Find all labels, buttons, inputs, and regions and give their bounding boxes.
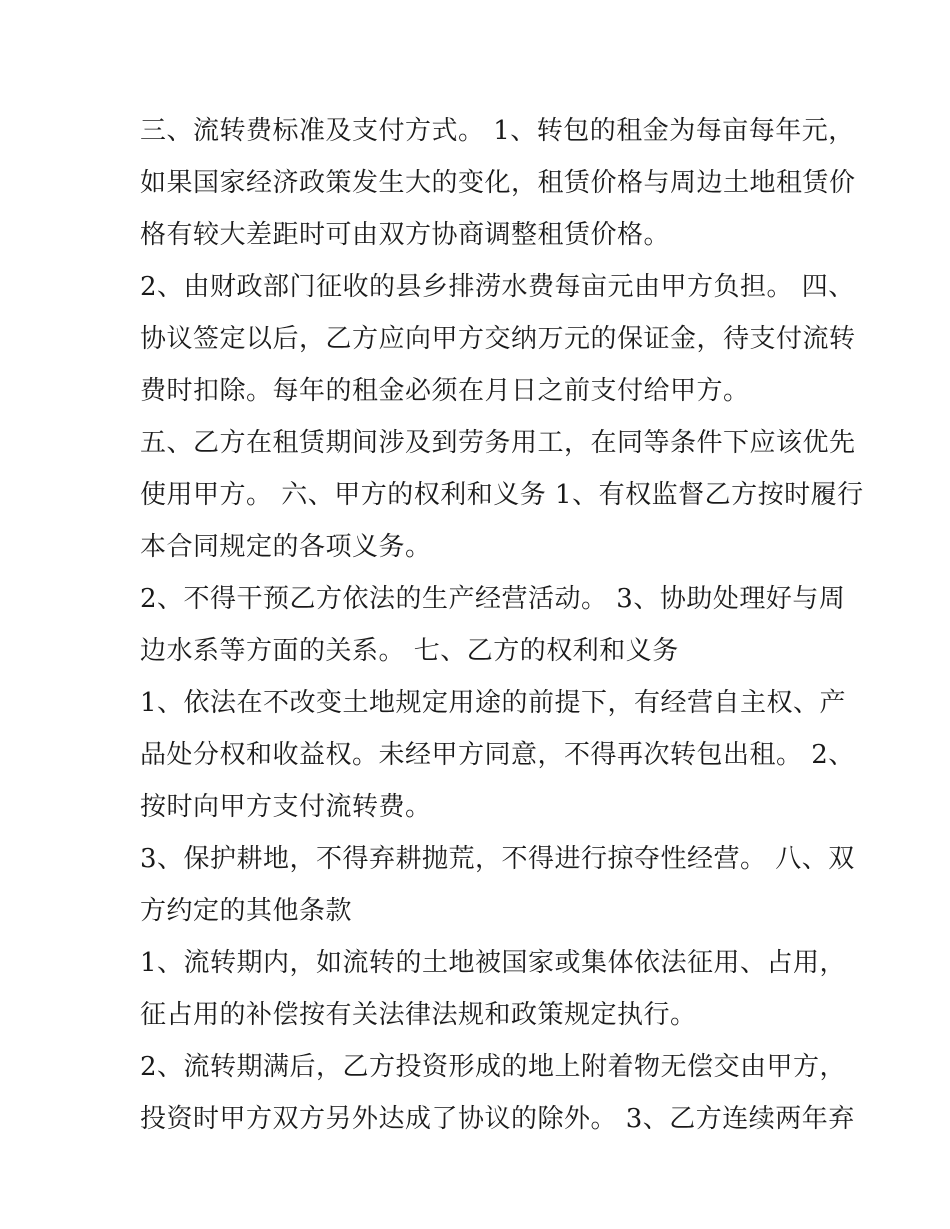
text-line: 费时扣除。每年的租金必须在月日之前支付给甲方。 [140, 376, 750, 406]
paragraph-expropriation [140, 937, 847, 1041]
paragraph-non-interference [140, 573, 846, 677]
paragraph-protect-farmland [140, 833, 855, 937]
text-line: 品处分权和收益权。未经甲方同意，不得再次转包出租。 2、 [140, 740, 855, 770]
text-line: 本合同规定的各项义务。 [140, 532, 432, 562]
paragraph-term-expiry [140, 1041, 855, 1145]
text-line: 五、乙方在租赁期间涉及到劳务用工，在同等条件下应该优先 [140, 428, 856, 458]
text-line: 投资时甲方双方另外达成了协议的除外。 3、乙方连续两年弃 [140, 1104, 855, 1134]
text-line: 2、流转期满后，乙方投资形成的地上附着物无偿交由甲方， [140, 1052, 847, 1082]
text-line: 方约定的其他条款 [140, 896, 353, 926]
paragraph-fee-standard [140, 105, 856, 261]
text-line: 三、流转费标准及支付方式。 1、转包的租金为每亩每年元， [140, 116, 855, 146]
text-line: 2、不得干预乙方依法的生产经营活动。 3、协助处理好与周 [140, 584, 846, 614]
paragraph-party-b-rights [140, 677, 855, 833]
paragraph-labor-and-party-a-rights [140, 417, 864, 573]
document-body [140, 105, 864, 1145]
text-line: 如果国家经济政策发生大的变化，租赁价格与周边土地租赁价 [140, 168, 856, 198]
text-line: 按时向甲方支付流转费。 [140, 792, 432, 822]
text-line: 3、保护耕地，不得弃耕抛荒，不得进行掠夺性经营。 八、双 [140, 844, 855, 874]
text-line: 征占用的补偿按有关法律法规和政策规定执行。 [140, 1000, 697, 1030]
paragraph-drainage-fee [140, 261, 856, 417]
text-line: 1、流转期内，如流转的土地被国家或集体依法征用、占用， [140, 948, 847, 978]
text-line: 2、由财政部门征收的县乡排涝水费每亩元由甲方负担。 四、 [140, 272, 855, 302]
text-line: 协议签定以后，乙方应向甲方交纳万元的保证金，待支付流转 [140, 324, 856, 354]
text-line: 格有较大差距时可由双方协商调整租赁价格。 [140, 220, 671, 250]
text-line: 使用甲方。 六、甲方的权利和义务 1、有权监督乙方按时履行 [140, 480, 864, 510]
text-line: 边水系等方面的关系。 七、乙方的权利和义务 [140, 636, 679, 666]
text-line: 1、依法在不改变土地规定用途的前提下，有经营自主权、产 [140, 688, 847, 718]
